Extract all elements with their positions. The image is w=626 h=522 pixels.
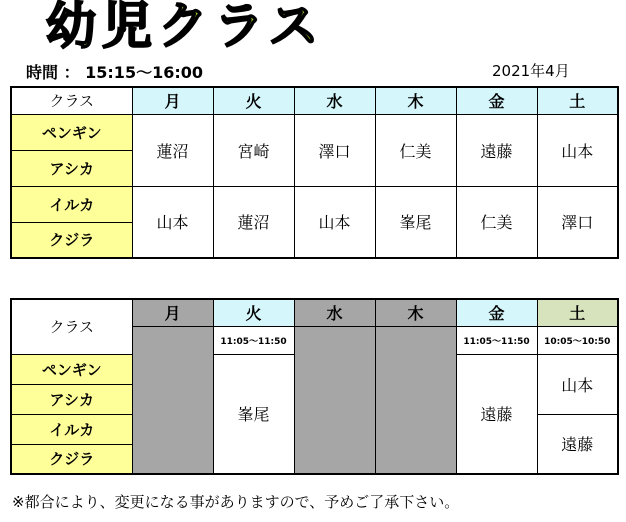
class-whale: クジラ bbox=[11, 222, 132, 258]
day-wed: 水 bbox=[294, 299, 375, 326]
corner-label: クラス bbox=[11, 299, 132, 354]
day-mon: 月 bbox=[132, 87, 213, 114]
closed-cell bbox=[294, 326, 375, 474]
corner-label: クラス bbox=[11, 87, 132, 114]
teacher-cell: 遠藤 bbox=[456, 354, 537, 474]
class-penguin: ペンギン bbox=[11, 354, 132, 384]
class-sealion: アシカ bbox=[11, 150, 132, 186]
time-slot-sat: 10:05～10:50 bbox=[537, 326, 618, 354]
teacher-cell: 遠藤 bbox=[456, 114, 537, 186]
time-slot-fri: 11:05～11:50 bbox=[456, 326, 537, 354]
schedule-table-1 bbox=[10, 86, 619, 259]
day-mon: 月 bbox=[132, 299, 213, 326]
teacher-cell: 澤口 bbox=[537, 186, 618, 258]
class-sealion: アシカ bbox=[11, 384, 132, 414]
teacher-cell: 峯尾 bbox=[213, 354, 294, 474]
page-title: 幼児クラス bbox=[46, 0, 325, 55]
closed-cell bbox=[132, 326, 213, 474]
date-label: 2021年4月 bbox=[492, 62, 570, 80]
teacher-cell: 仁美 bbox=[375, 114, 456, 186]
class-penguin: ペンギン bbox=[11, 114, 132, 150]
closed-cell bbox=[375, 326, 456, 474]
teacher-cell: 宮崎 bbox=[213, 114, 294, 186]
teacher-cell: 蓮沼 bbox=[213, 186, 294, 258]
day-sat: 土 bbox=[537, 299, 618, 326]
teacher-cell: 遠藤 bbox=[537, 414, 618, 474]
day-tue: 火 bbox=[213, 87, 294, 114]
teacher-cell: 山本 bbox=[132, 186, 213, 258]
time-slot-tue: 11:05～11:50 bbox=[213, 326, 294, 354]
teacher-cell: 山本 bbox=[537, 354, 618, 414]
class-dolphin: イルカ bbox=[11, 414, 132, 444]
day-sat: 土 bbox=[537, 87, 618, 114]
class-whale: クジラ bbox=[11, 444, 132, 474]
teacher-cell: 蓮沼 bbox=[132, 114, 213, 186]
teacher-cell: 山本 bbox=[294, 186, 375, 258]
teacher-cell: 峯尾 bbox=[375, 186, 456, 258]
footnote: ※都合により、変更になる事がありますので、予めご了承下さい。 bbox=[12, 493, 460, 511]
teacher-cell: 仁美 bbox=[456, 186, 537, 258]
day-tue: 火 bbox=[213, 299, 294, 326]
day-thu: 木 bbox=[375, 87, 456, 114]
day-fri: 金 bbox=[456, 87, 537, 114]
day-thu: 木 bbox=[375, 299, 456, 326]
teacher-cell: 山本 bbox=[537, 114, 618, 186]
class-dolphin: イルカ bbox=[11, 186, 132, 222]
time-info: 時間 ： 15:15～16:00 bbox=[26, 63, 204, 82]
day-fri: 金 bbox=[456, 299, 537, 326]
teacher-cell: 澤口 bbox=[294, 114, 375, 186]
schedule-table-2 bbox=[10, 298, 619, 475]
day-wed: 水 bbox=[294, 87, 375, 114]
